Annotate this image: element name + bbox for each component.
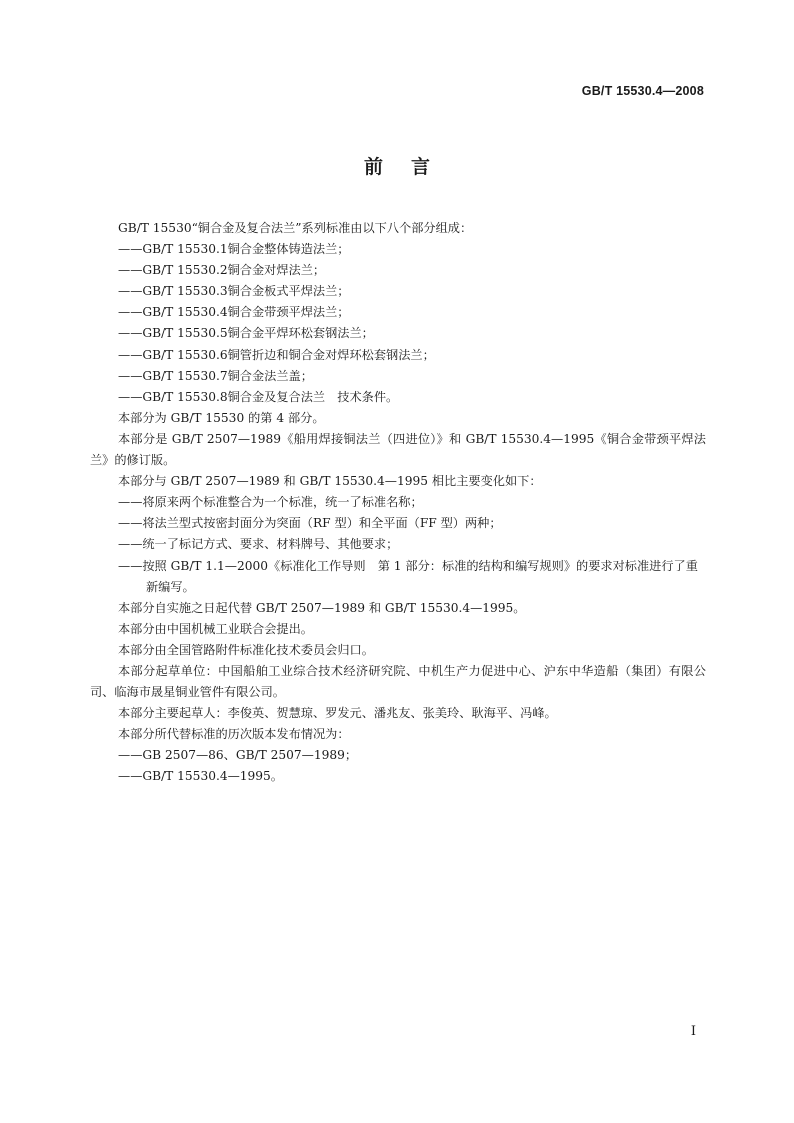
list-item [90, 323, 706, 344]
list-item: ——将法兰型式按密封面分为突面（RF 型）和全平面（FF 型）两种； [118, 516, 502, 531]
part-number: ——GB/T 15530.2 [118, 263, 228, 278]
part-number: ——GB/T 15530.7 [118, 368, 228, 383]
list-item [90, 260, 706, 281]
parts-list [90, 239, 706, 408]
proposed-by: 本部分由中国机械工业联合会提出。 [118, 621, 313, 636]
list-item [90, 281, 706, 302]
list-item: ——按照 GB/T 1.1—2000《标准化工作导则 第 1 部分：标准的结构和编写规则》的要求对标准进行了重新编写。 [118, 558, 698, 594]
part-number: ——GB/T 15530.1 [118, 242, 228, 257]
list-item: ——GB/T 15530.4—1995。 [118, 769, 283, 784]
part-number: ——GB/T 15530.3 [118, 284, 228, 299]
standard-code: GB/T 15530.4—2008 [581, 84, 704, 98]
changes-list [90, 492, 706, 597]
page-number: I [690, 1024, 696, 1039]
part-number: ——GB/T 15530.5 [118, 326, 228, 341]
list-item: ——GB 2507—86、GB/T 2507—1989； [118, 748, 358, 763]
list-item [90, 302, 706, 323]
part-name: 铜合金法兰盖； [227, 368, 313, 383]
revision-statement: 本部分是 GB/T 2507—1989《船用焊接铜法兰（四进位）》和 GB/T 15530.4—1995《铜合金带颈平焊法兰》的修订版。 [90, 431, 706, 468]
history-list [90, 745, 706, 787]
replacement-statement: 本部分自实施之日起代替 GB/T 2507—1989 和 GB/T 15530.4—1995。 [118, 600, 526, 615]
part-name: 铜合金板式平焊法兰； [227, 284, 350, 299]
foreword-body [90, 218, 706, 788]
part-name: 铜合金整体铸造法兰； [227, 242, 350, 257]
drafting-units: 本部分起草单位：中国船舶工业综合技术经济研究院、中机生产力促进中心、沪东中华造船（集团）有限公司、临海市晟星铜业管件有限公司。 [90, 663, 706, 700]
part-name: 铜合金平焊环松套钢法兰； [227, 326, 374, 341]
changes-intro: 本部分与 GB/T 2507—1989 和 GB/T 15530.4—1995 相比主要变化如下： [118, 474, 542, 489]
list-item [90, 345, 706, 366]
list-item [90, 366, 706, 387]
part-number: ——GB/T 15530.4 [118, 305, 228, 320]
part-number: ——GB/T 15530.6 [118, 347, 228, 362]
part-statement: 本部分为 GB/T 15530 的第 4 部分。 [118, 410, 325, 425]
part-number: ——GB/T 15530.8 [118, 389, 228, 404]
page-title: 前言 [363, 156, 458, 178]
intro-paragraph: GB/T 15530“铜合金及复合法兰”系列标准由以下八个部分组成： [118, 221, 473, 235]
list-item [90, 387, 706, 408]
list-item: ——统一了标记方式、要求、材料牌号、其他要求； [118, 537, 399, 552]
part-name: 铜管折边和铜合金对焊环松套钢法兰； [227, 347, 435, 362]
part-name: 铜合金及复合法兰 技术条件。 [227, 389, 399, 404]
managed-by: 本部分由全国管路附件标准化技术委员会归口。 [118, 642, 374, 657]
list-item [90, 239, 706, 260]
part-name: 铜合金带颈平焊法兰； [227, 305, 350, 320]
list-item: ——将原来两个标准整合为一个标准，统一了标准名称； [118, 495, 423, 510]
part-name: 铜合金对焊法兰； [227, 263, 326, 278]
drafters: 本部分主要起草人：李俊英、贺慧琼、罗发元、潘兆友、张美玲、耿海平、冯峰。 [118, 706, 557, 721]
history-intro: 本部分所代替标准的历次版本发布情况为： [118, 727, 350, 742]
